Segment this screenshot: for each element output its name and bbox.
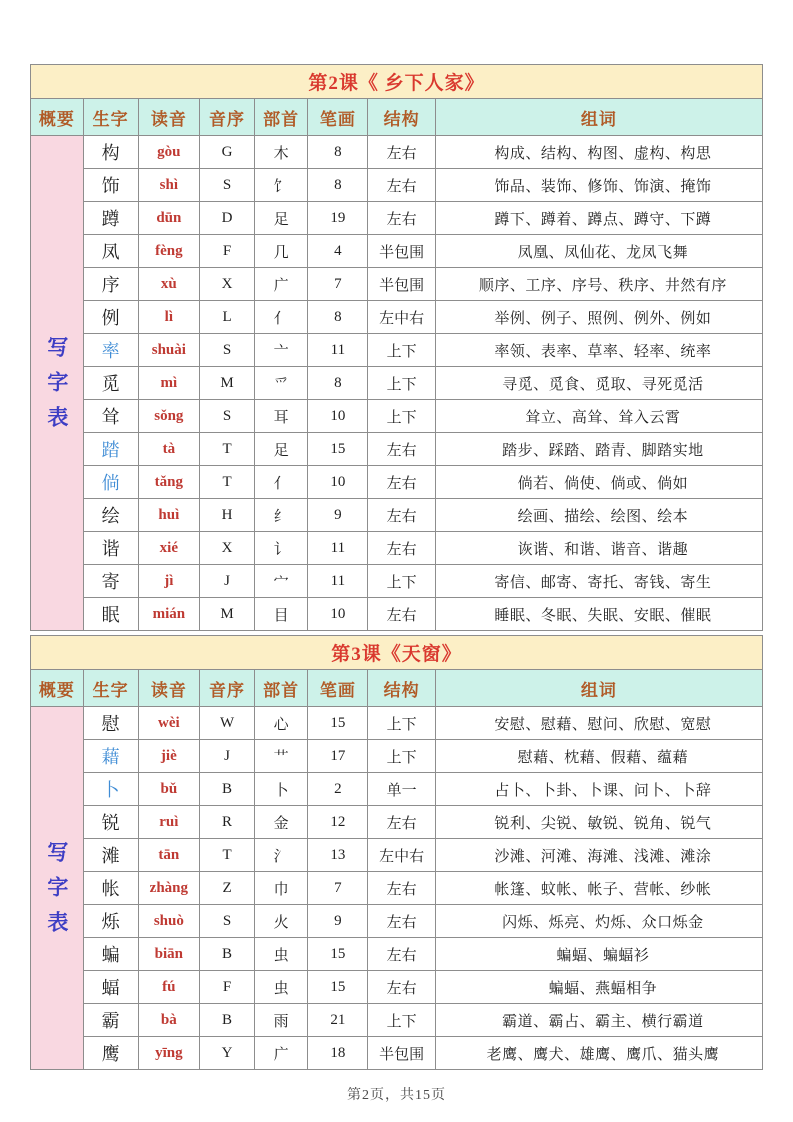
table-row (31, 466, 763, 499)
radical-cell: 目 (254, 598, 307, 631)
table-row (31, 202, 763, 235)
stroke-count-cell: 7 (308, 872, 368, 905)
lesson-2-rows (31, 136, 763, 631)
table-row (31, 169, 763, 202)
radical-cell: 亠 (254, 334, 307, 367)
word-group-cell: 举例、例子、照例、例外、例如 (435, 301, 762, 334)
character-cell: 耸 (83, 400, 138, 433)
pinyin-cell: biān (138, 938, 199, 971)
pinyin-cell: jiè (138, 740, 199, 773)
alphabetical-order-cell: D (200, 202, 255, 235)
character-cell: 觅 (83, 367, 138, 400)
table-row (31, 872, 763, 905)
alphabetical-order-cell: B (200, 1004, 255, 1037)
column-header-2: 读音 (138, 99, 199, 136)
stroke-count-cell: 8 (308, 136, 368, 169)
table-row (31, 400, 763, 433)
pinyin-cell: mì (138, 367, 199, 400)
word-group-cell: 帐篷、蚊帐、帐子、营帐、纱帐 (435, 872, 762, 905)
page-number: 第2页，共15页 (347, 1088, 446, 1103)
structure-cell: 左右 (368, 169, 435, 202)
alphabetical-order-cell: G (200, 136, 255, 169)
lesson-2-title: 第2课《 乡下人家》 (31, 65, 763, 99)
stroke-count-cell: 10 (308, 400, 368, 433)
structure-cell: 左右 (368, 598, 435, 631)
stroke-count-cell: 10 (308, 466, 368, 499)
radical-cell: 爫 (254, 367, 307, 400)
radical-cell: 亻 (254, 466, 307, 499)
alphabetical-order-cell: F (200, 235, 255, 268)
radical-cell: 虫 (254, 938, 307, 971)
radical-cell: 金 (254, 806, 307, 839)
pinyin-cell: dūn (138, 202, 199, 235)
structure-cell: 左右 (368, 806, 435, 839)
character-cell: 慰 (83, 707, 138, 740)
table-row (31, 268, 763, 301)
stroke-count-cell: 17 (308, 740, 368, 773)
character-cell: 率 (83, 334, 138, 367)
word-group-cell: 构成、结构、构图、虚构、构思 (435, 136, 762, 169)
word-group-cell: 蹲下、蹲着、蹲点、蹲守、下蹲 (435, 202, 762, 235)
pinyin-cell: shuò (138, 905, 199, 938)
structure-cell: 上下 (368, 367, 435, 400)
stroke-count-cell: 15 (308, 938, 368, 971)
radical-cell: 氵 (254, 839, 307, 872)
column-header-3: 音序 (200, 99, 255, 136)
word-group-cell: 霸道、霸占、霸主、横行霸道 (435, 1004, 762, 1037)
stroke-count-cell: 18 (308, 1037, 368, 1070)
character-cell: 凤 (83, 235, 138, 268)
word-group-cell: 凤凰、凤仙花、龙凤飞舞 (435, 235, 762, 268)
alphabetical-order-cell: T (200, 839, 255, 872)
alphabetical-order-cell: M (200, 367, 255, 400)
word-group-cell: 锐利、尖锐、敏锐、锐角、锐气 (435, 806, 762, 839)
word-group-cell: 蝙蝠、燕蝠相争 (435, 971, 762, 1004)
column-header-4: 部首 (254, 99, 307, 136)
column-header-3: 音序 (200, 670, 255, 707)
character-cell: 蹲 (83, 202, 138, 235)
stroke-count-cell: 7 (308, 268, 368, 301)
alphabetical-order-cell: R (200, 806, 255, 839)
character-cell: 例 (83, 301, 138, 334)
stroke-count-cell: 4 (308, 235, 368, 268)
table-row (31, 334, 763, 367)
radical-cell: 艹 (254, 740, 307, 773)
radical-cell: 巾 (254, 872, 307, 905)
table-row (31, 367, 763, 400)
word-group-cell: 安慰、慰藉、慰问、欣慰、宽慰 (435, 707, 762, 740)
alphabetical-order-cell: F (200, 971, 255, 1004)
pinyin-cell: xié (138, 532, 199, 565)
word-group-cell: 寄信、邮寄、寄托、寄钱、寄生 (435, 565, 762, 598)
structure-cell: 半包围 (368, 235, 435, 268)
structure-cell: 左右 (368, 971, 435, 1004)
radical-cell: 宀 (254, 565, 307, 598)
alphabetical-order-cell: J (200, 565, 255, 598)
pinyin-cell: gòu (138, 136, 199, 169)
structure-cell: 半包围 (368, 1037, 435, 1070)
word-group-cell: 耸立、高耸、耸入云霄 (435, 400, 762, 433)
radical-cell: 卜 (254, 773, 307, 806)
word-group-cell: 率领、表率、草率、轻率、统率 (435, 334, 762, 367)
pinyin-cell: zhàng (138, 872, 199, 905)
character-cell: 卜 (83, 773, 138, 806)
table-row (31, 1004, 763, 1037)
radical-cell: 耳 (254, 400, 307, 433)
character-cell: 藉 (83, 740, 138, 773)
word-group-cell: 顺序、工序、序号、秩序、井然有序 (435, 268, 762, 301)
stroke-count-cell: 21 (308, 1004, 368, 1037)
alphabetical-order-cell: B (200, 938, 255, 971)
alphabetical-order-cell: W (200, 707, 255, 740)
pinyin-cell: xù (138, 268, 199, 301)
stroke-count-cell: 9 (308, 905, 368, 938)
word-group-cell: 寻觅、觅食、觅取、寻死觅活 (435, 367, 762, 400)
stroke-count-cell: 15 (308, 707, 368, 740)
structure-cell: 上下 (368, 1004, 435, 1037)
alphabetical-order-cell: X (200, 268, 255, 301)
radical-cell: 心 (254, 707, 307, 740)
word-group-cell: 绘画、描绘、绘图、绘本 (435, 499, 762, 532)
stroke-count-cell: 11 (308, 334, 368, 367)
table-row (31, 938, 763, 971)
character-cell: 滩 (83, 839, 138, 872)
table-row (31, 301, 763, 334)
character-cell: 饰 (83, 169, 138, 202)
column-header-row (31, 670, 763, 707)
pinyin-cell: huì (138, 499, 199, 532)
structure-cell: 左右 (368, 499, 435, 532)
structure-cell: 左右 (368, 938, 435, 971)
pinyin-cell: sǒng (138, 400, 199, 433)
column-header-5: 笔画 (308, 99, 368, 136)
column-header-5: 笔画 (308, 670, 368, 707)
table-row (31, 598, 763, 631)
radical-cell: 足 (254, 433, 307, 466)
table-row (31, 905, 763, 938)
alphabetical-order-cell: S (200, 400, 255, 433)
table-row (31, 773, 763, 806)
word-group-cell: 占卜、卜卦、卜课、问卜、卜辞 (435, 773, 762, 806)
pinyin-cell: yīng (138, 1037, 199, 1070)
radical-cell: 广 (254, 268, 307, 301)
structure-cell: 上下 (368, 565, 435, 598)
alphabetical-order-cell: J (200, 740, 255, 773)
table-row (31, 499, 763, 532)
column-header-1: 生字 (83, 670, 138, 707)
character-cell: 倘 (83, 466, 138, 499)
stroke-count-cell: 2 (308, 773, 368, 806)
alphabetical-order-cell: T (200, 466, 255, 499)
structure-cell: 左右 (368, 905, 435, 938)
character-cell: 烁 (83, 905, 138, 938)
column-header-4: 部首 (254, 670, 307, 707)
pinyin-cell: jì (138, 565, 199, 598)
radical-cell: 火 (254, 905, 307, 938)
pinyin-cell: fú (138, 971, 199, 1004)
structure-cell: 左右 (368, 136, 435, 169)
character-cell: 序 (83, 268, 138, 301)
column-header-1: 生字 (83, 99, 138, 136)
radical-cell: 雨 (254, 1004, 307, 1037)
column-header-0: 概要 (31, 670, 84, 707)
word-group-cell: 诙谐、和谐、谐音、谐趣 (435, 532, 762, 565)
structure-cell: 上下 (368, 334, 435, 367)
structure-cell: 上下 (368, 740, 435, 773)
stroke-count-cell: 8 (308, 301, 368, 334)
structure-cell: 左右 (368, 466, 435, 499)
pinyin-cell: lì (138, 301, 199, 334)
character-cell: 鹰 (83, 1037, 138, 1070)
character-cell: 蝠 (83, 971, 138, 1004)
pinyin-cell: bà (138, 1004, 199, 1037)
character-cell: 锐 (83, 806, 138, 839)
pinyin-cell: tà (138, 433, 199, 466)
stroke-count-cell: 12 (308, 806, 368, 839)
structure-cell: 半包围 (368, 268, 435, 301)
table-row (31, 565, 763, 598)
table-row (31, 136, 763, 169)
stroke-count-cell: 13 (308, 839, 368, 872)
stroke-count-cell: 19 (308, 202, 368, 235)
alphabetical-order-cell: Z (200, 872, 255, 905)
word-group-cell: 饰品、装饰、修饰、饰演、掩饰 (435, 169, 762, 202)
table-row (31, 740, 763, 773)
stroke-count-cell: 8 (308, 169, 368, 202)
word-group-cell: 睡眠、冬眠、失眠、安眠、催眠 (435, 598, 762, 631)
alphabetical-order-cell: B (200, 773, 255, 806)
alphabetical-order-cell: S (200, 905, 255, 938)
character-cell: 帐 (83, 872, 138, 905)
table-row (31, 806, 763, 839)
structure-cell: 左右 (368, 532, 435, 565)
section-header-row (31, 65, 763, 99)
column-header-7: 组词 (435, 99, 762, 136)
alphabetical-order-cell: S (200, 169, 255, 202)
structure-cell: 左右 (368, 433, 435, 466)
alphabetical-order-cell: T (200, 433, 255, 466)
lesson-3-title: 第3课《天窗》 (31, 636, 763, 670)
alphabetical-order-cell: Y (200, 1037, 255, 1070)
table-row (31, 971, 763, 1004)
radical-cell: 木 (254, 136, 307, 169)
lesson-3-rows (31, 707, 763, 1070)
radical-cell: 几 (254, 235, 307, 268)
vocab-table-lesson-2 (30, 64, 763, 631)
stroke-count-cell: 9 (308, 499, 368, 532)
pinyin-cell: tān (138, 839, 199, 872)
stroke-count-cell: 11 (308, 532, 368, 565)
table-row (31, 433, 763, 466)
summary-cell: 写字表 (31, 707, 84, 1070)
radical-cell: 虫 (254, 971, 307, 1004)
table-row (31, 532, 763, 565)
stroke-count-cell: 8 (308, 367, 368, 400)
pinyin-cell: shì (138, 169, 199, 202)
radical-cell: 亻 (254, 301, 307, 334)
word-group-cell: 闪烁、烁亮、灼烁、众口烁金 (435, 905, 762, 938)
alphabetical-order-cell: L (200, 301, 255, 334)
pinyin-cell: tǎng (138, 466, 199, 499)
stroke-count-cell: 11 (308, 565, 368, 598)
radical-cell: 饣 (254, 169, 307, 202)
stroke-count-cell: 15 (308, 433, 368, 466)
radical-cell: 广 (254, 1037, 307, 1070)
character-cell: 霸 (83, 1004, 138, 1037)
word-group-cell: 沙滩、河滩、海滩、浅滩、滩涂 (435, 839, 762, 872)
character-cell: 谐 (83, 532, 138, 565)
character-cell: 踏 (83, 433, 138, 466)
word-group-cell: 蝙蝠、蝙蝠衫 (435, 938, 762, 971)
column-header-6: 结构 (368, 99, 435, 136)
character-cell: 眠 (83, 598, 138, 631)
column-header-row (31, 99, 763, 136)
pinyin-cell: mián (138, 598, 199, 631)
alphabetical-order-cell: X (200, 532, 255, 565)
radical-cell: 纟 (254, 499, 307, 532)
character-cell: 蝙 (83, 938, 138, 971)
table-row (31, 707, 763, 740)
column-header-2: 读音 (138, 670, 199, 707)
pinyin-cell: ruì (138, 806, 199, 839)
character-cell: 寄 (83, 565, 138, 598)
pinyin-cell: fèng (138, 235, 199, 268)
word-group-cell: 倘若、倘使、倘或、倘如 (435, 466, 762, 499)
character-cell: 构 (83, 136, 138, 169)
alphabetical-order-cell: H (200, 499, 255, 532)
alphabetical-order-cell: S (200, 334, 255, 367)
word-group-cell: 慰藉、枕藉、假藉、蕴藉 (435, 740, 762, 773)
table-row (31, 839, 763, 872)
table-row (31, 1037, 763, 1070)
column-header-7: 组词 (435, 670, 762, 707)
pinyin-cell: shuài (138, 334, 199, 367)
pinyin-cell: wèi (138, 707, 199, 740)
word-group-cell: 老鹰、鹰犬、雄鹰、鹰爪、猫头鹰 (435, 1037, 762, 1070)
structure-cell: 上下 (368, 707, 435, 740)
pinyin-cell: bǔ (138, 773, 199, 806)
column-header-6: 结构 (368, 670, 435, 707)
structure-cell: 单一 (368, 773, 435, 806)
section-header-row (31, 636, 763, 670)
radical-cell: 足 (254, 202, 307, 235)
structure-cell: 左右 (368, 202, 435, 235)
structure-cell: 上下 (368, 400, 435, 433)
character-cell: 绘 (83, 499, 138, 532)
word-group-cell: 踏步、踩踏、踏青、脚踏实地 (435, 433, 762, 466)
vocab-table-lesson-3 (30, 635, 763, 1070)
summary-cell: 写字表 (31, 136, 84, 631)
table-row (31, 235, 763, 268)
structure-cell: 左右 (368, 872, 435, 905)
structure-cell: 左中右 (368, 301, 435, 334)
structure-cell: 左中右 (368, 839, 435, 872)
stroke-count-cell: 10 (308, 598, 368, 631)
alphabetical-order-cell: M (200, 598, 255, 631)
column-header-0: 概要 (31, 99, 84, 136)
stroke-count-cell: 15 (308, 971, 368, 1004)
radical-cell: 讠 (254, 532, 307, 565)
